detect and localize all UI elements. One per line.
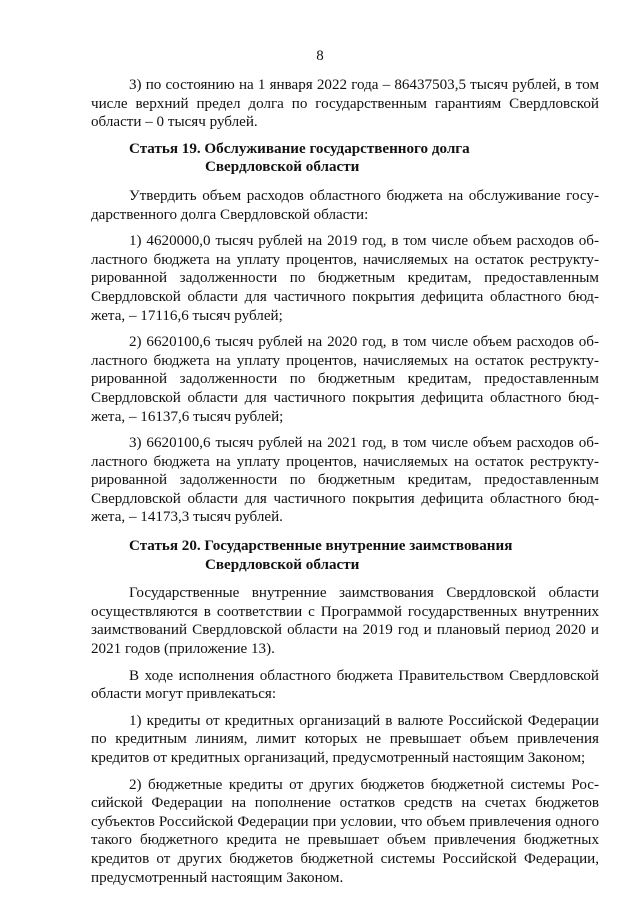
article-19-paragraph: 2) 6620100,6 тысяч рублей на 2020 год, в том числе объем расходов областного бюджета на уплату процентов, начисляемых на остаток реструктурированной задолженности по бюджетным кредитам, предоставленным Свердловской области для частичного покрытия дефицита областного бюджета, – 16137,6 тысяч рублей; <box>91 334 599 425</box>
article-20-paragraph: 2) бюджетные кредиты от других бюджетов бюджетной системы Российской Федерации на пополнение остатков средств на счетах бюджетов субъектов Российской Федерации при условии, что объем привлечения одного такого бюджетного кредита не превышает объем привлечения бюджетных кредитов от других бюджетов бюджетной системы Российской Федерации, предусмотренный настоящим Законом. <box>91 776 599 886</box>
article-20-paragraph: 1) кредиты от кредитных организаций в валюте Российской Федерации по кредитным линиям, лимит которых не превышает объем привлечения кредитов от кредитных организаций, предусмотренный настоящим Законом; <box>91 712 599 766</box>
article-19-paragraph: 1) 4620000,0 тысяч рублей на 2019 год, в том числе объем расходов областного бюджета на уплату процентов, начисляемых на остаток реструктурированной задолженности по бюджетным кредитам, предоставленным Свердловской области для частичного покрытия дефицита областного бюджета, – 17116,6 тысяч рублей; <box>91 233 599 324</box>
document-body <box>91 76 599 895</box>
article-19-title-line1: Статья 19. Обслуживание государственного долга <box>129 140 470 157</box>
article-20-title-line1: Статья 20. Государственные внутренние заимствования <box>129 538 513 555</box>
article-19-title-line2: Свердловской области <box>205 159 360 176</box>
article-20-paragraph: В ходе исполнения областного бюджета Правительством Свердловской области могут привлекаться: <box>91 667 599 703</box>
page-number: 8 <box>316 48 324 64</box>
article-20-title-line2: Свердловской области <box>205 556 360 573</box>
article-19-paragraph: 3) 6620100,6 тысяч рублей на 2021 год, в том числе объем расходов областного бюджета на уплату процентов, начисляемых на остаток реструктурированной задолженности по бюджетным кредитам, предоставленным Свердловской области для частичного покрытия дефицита областного бюджета, – 14173,3 тысяч рублей. <box>91 435 599 526</box>
article-20-heading <box>91 537 599 574</box>
article-19-paragraph: Утвердить объем расходов областного бюджета на обслуживание государственного долга Свердловской области: <box>91 187 599 223</box>
article-19-heading <box>91 140 599 177</box>
paragraph-debt-limit-2022: 3) по состоянию на 1 января 2022 года – 86437503,5 тысяч рублей, в том числе верхний предел долга по государственным гарантиям Свердловской области – 0 тысяч рублей. <box>91 77 599 131</box>
article-20-paragraph: Государственные внутренние заимствования Свердловской области осуществляются в соответствии с Программой государственных внутренних заимствований Свердловской области на 2019 год и плановый период 2020 и 2021 годов (приложение 13). <box>91 585 599 658</box>
